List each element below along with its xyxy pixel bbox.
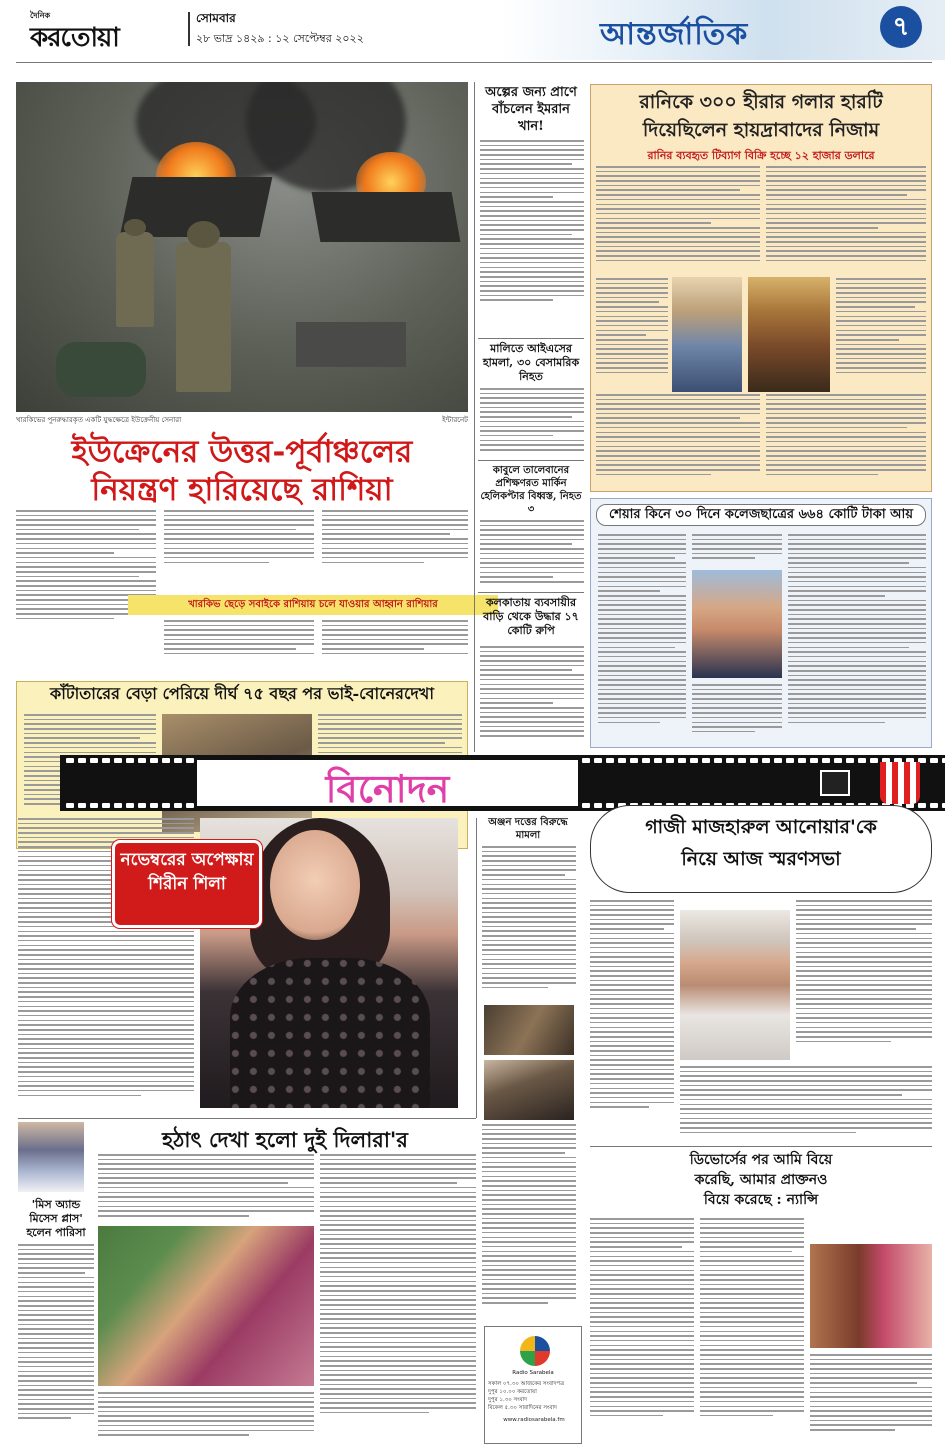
column-rule: [474, 82, 475, 752]
film-sprocket: [714, 758, 722, 763]
photo-credit: ইন্টারনেট: [442, 416, 468, 424]
film-sprocket: [870, 758, 878, 763]
film-sprocket: [606, 803, 614, 808]
war-body-col2b: [164, 620, 314, 675]
film-sprocket: [78, 803, 86, 808]
film-sprocket: [858, 758, 866, 763]
film-sprocket: [594, 803, 602, 808]
masthead-rule: [16, 62, 932, 63]
shirin-title: নভেম্বরের অপেক্ষায় শিরীন শিলা: [120, 850, 254, 894]
film-sprocket: [630, 758, 638, 763]
mid-rule-3: [478, 592, 584, 593]
entertainment-banner: বিনোদন: [325, 766, 450, 811]
divorce-body-col1: [590, 1218, 694, 1442]
parisa-body: [18, 1244, 94, 1440]
film-sprocket: [822, 758, 830, 763]
parisa-headline: 'মিস অ্যান্ড মিসেস প্লাস' হলেন পারিসা: [26, 1198, 86, 1239]
mid-rule-1: [478, 338, 584, 339]
film-sprocket: [582, 758, 590, 763]
ent-column-rule: [476, 818, 477, 1118]
kolkata-body: [480, 646, 584, 746]
war-body-col1: [16, 510, 156, 670]
film-sprocket: [690, 758, 698, 763]
anjan-photo-2: [484, 1060, 574, 1120]
film-sprocket: [594, 758, 602, 763]
war-body-col2: [164, 510, 314, 592]
share-body-col2a: [692, 534, 782, 568]
anjan-body-2: [482, 1124, 576, 1320]
nizam-body-col2b: [836, 278, 926, 388]
radio-time-1: সকাল ০৭.৩০ আজকের সংবাদপত্র: [488, 1381, 565, 1387]
dilara-body-col2: [320, 1154, 476, 1442]
film-sprocket: [846, 758, 854, 763]
film-sprocket: [66, 758, 74, 763]
film-sprocket: [798, 758, 806, 763]
film-sprocket: [114, 758, 122, 763]
kabul-headline: কাবুলে তালেবানের প্রশিক্ষণরত মার্কিন হেলিকপ্টার বিধ্বস্ত, নিহত ৩: [480, 465, 582, 515]
gazi-body-col2: [796, 900, 932, 1060]
film-sprocket: [930, 758, 938, 763]
radio-schedule: [488, 1380, 580, 1424]
nizam-headline-line2: দিয়েছিলেন হায়দ্রাবাদের নিজাম: [642, 119, 880, 141]
mali-headline: মালিতে আইএসের হামলা, ৩০ বেসামরিক নিহত: [482, 342, 580, 383]
clapperboard-icon: [820, 770, 850, 796]
parisa-photo: [18, 1122, 84, 1192]
film-sprocket: [114, 803, 122, 808]
film-sprocket: [678, 758, 686, 763]
nancy-photo: [810, 1244, 932, 1348]
film-sprocket: [738, 758, 746, 763]
film-sprocket: [726, 758, 734, 763]
reunion-headline: কাঁটাতারের বেড়া পেরিয়ে দীর্ঘ ৭৫ বছর পর ভাই-বোনেরদেখা: [50, 684, 434, 703]
divorce-body-col2: [700, 1218, 804, 1442]
film-sprocket: [918, 803, 926, 808]
film-sprocket: [618, 758, 626, 763]
film-sprocket: [78, 758, 86, 763]
film-sprocket: [654, 758, 662, 763]
war-kicker: খারকিভ ছেড়ে সবাইকে রাশিয়ায় চলে যাওয়ার আহ্বান রাশিয়ার: [128, 595, 498, 615]
anjan-body: [482, 846, 576, 1002]
war-body-col3: [322, 510, 468, 592]
gazi-headline-line1: গাজী মাজহারুল আনোয়ার'কে: [645, 816, 877, 838]
film-sprocket: [186, 803, 194, 808]
anjan-photo-1: [484, 1005, 574, 1055]
film-sprocket: [606, 758, 614, 763]
film-sprocket: [930, 803, 938, 808]
gazi-photo: [680, 910, 790, 1060]
ent-rule-1: [18, 1118, 476, 1119]
film-sprocket: [186, 758, 194, 763]
film-sprocket: [102, 758, 110, 763]
nizam-subhead: রানির ব্যবহৃত টিব্যাগ বিক্রি হচ্ছে ১২ হাজার ডলারে: [647, 149, 875, 162]
film-sprocket: [138, 758, 146, 763]
film-sprocket: [666, 758, 674, 763]
page-number: ৭: [880, 6, 922, 48]
film-sprocket: [150, 803, 158, 808]
nizam-headline-line1: রানিকে ৩০০ হীরার গলার হারটি: [639, 91, 883, 113]
war-headline-line2: নিয়ন্ত্রণ হারিয়েছে রাশিয়া: [91, 472, 393, 508]
student-photo: [692, 570, 782, 678]
divorce-headline-line1: ডিভোর্সের পর আমি বিয়ে: [689, 1152, 833, 1168]
divorce-headline: [590, 1150, 932, 1210]
film-sprocket: [66, 803, 74, 808]
film-sprocket: [834, 758, 842, 763]
mali-body: [480, 388, 584, 458]
film-sprocket: [762, 758, 770, 763]
logo-name: করতোয়া: [30, 23, 119, 53]
film-sprocket: [786, 758, 794, 763]
imran-headline: অল্পের জন্য প্রাণে বাঁচলেন ইমরান খান!: [485, 85, 577, 134]
share-body-col3: [788, 534, 926, 742]
dilara-photo: [98, 1226, 314, 1386]
war-headline-line1: ইউক্রেনের উত্তর-পূর্বাঞ্চলের: [71, 434, 413, 470]
mid-rule-2: [478, 460, 584, 461]
dilara-body-col1b: [98, 1392, 314, 1442]
radio-website: www.radiosarabela.fm: [503, 1417, 565, 1423]
share-body-col2b: [692, 684, 782, 742]
gazi-headline-line2: নিয়ে আজ স্মরণসভা: [681, 848, 841, 870]
kolkata-headline: কলকাতায় ব্যবসায়ীর বাড়ি থেকে উদ্ধার ১৭ কোটি রুপি: [483, 596, 579, 637]
gazi-body-col1: [590, 900, 674, 1130]
nizam-photo: [748, 277, 830, 392]
film-sprocket: [150, 758, 158, 763]
film-sprocket: [582, 803, 590, 808]
popcorn-icon: [880, 762, 920, 804]
war-photo-caption: [16, 414, 468, 426]
film-sprocket: [162, 758, 170, 763]
nizam-body-col1c: [596, 394, 760, 488]
radio-logo-icon: [520, 1336, 550, 1366]
film-sprocket: [162, 803, 170, 808]
film-sprocket: [126, 758, 134, 763]
film-sprocket: [174, 758, 182, 763]
section-title: আন্তর্জাতিক: [600, 17, 749, 52]
film-sprocket: [90, 758, 98, 763]
imran-body: [480, 140, 584, 335]
issue-date: ২৮ ভাদ্র ১৪২৯ : ১২ সেপ্টেম্বর ২০২২: [196, 32, 364, 45]
queen-photo: [672, 277, 742, 392]
logo-small-text: দৈনিক: [30, 11, 51, 20]
film-sprocket: [702, 758, 710, 763]
film-sprocket: [90, 803, 98, 808]
film-sprocket: [642, 758, 650, 763]
film-sprocket: [102, 803, 110, 808]
radio-time-2: দুপুর ১০.০০ করতোয়া: [488, 1389, 537, 1395]
nizam-body-col2c: [766, 394, 926, 488]
film-sprocket: [174, 803, 182, 808]
nizam-body-col1: [596, 166, 760, 274]
film-sprocket: [126, 803, 134, 808]
dilara-headline: হঠাৎ দেখা হলো দুই দিলারা'র: [162, 1127, 408, 1152]
newspaper-logo: [16, 10, 186, 53]
nizam-body-col2: [766, 166, 926, 274]
radio-time-3: দুপুর ১.৩০ সংবাদ: [488, 1397, 528, 1403]
divorce-headline-line2: করেছি, আমার প্রাক্তনও: [694, 1172, 828, 1188]
caption-text: খারকিভের পুনরুদ্ধারকৃত একটি যুদ্ধক্ষেত্রে ইউক্রেনীয় সেনারা: [16, 416, 182, 424]
issue-day: সোমবার: [196, 11, 236, 25]
divorce-body-col3: [810, 1354, 932, 1442]
radio-time-4: বিকেল ৫.৩০ সারাদিনের সংবাদ: [488, 1405, 557, 1411]
war-photo: [16, 82, 468, 412]
dilara-body-col1: [98, 1154, 314, 1222]
radio-name: Radio Sarabela: [512, 1370, 554, 1376]
film-sprocket: [810, 758, 818, 763]
anjan-headline: অঞ্জন দত্তের বিরুদ্ধে মামলা: [488, 817, 568, 841]
share-headline: শেয়ার কিনে ৩০ দিনে কলেজছাত্রের ৬৬৪ কোটি টাকা আয়: [596, 504, 926, 526]
masthead-divider: [188, 12, 190, 46]
war-body-col3b: [322, 620, 468, 675]
divorce-headline-line3: বিয়ে করেছে : ন্যান্সি: [703, 1192, 819, 1208]
share-body-col1: [598, 534, 686, 742]
nizam-body-col1b: [596, 278, 668, 388]
film-sprocket: [138, 803, 146, 808]
ent-rule-2: [590, 1146, 932, 1147]
gazi-body-col3: [680, 1066, 932, 1140]
film-sprocket: [774, 758, 782, 763]
kabul-body: [480, 520, 584, 590]
film-sprocket: [750, 758, 758, 763]
